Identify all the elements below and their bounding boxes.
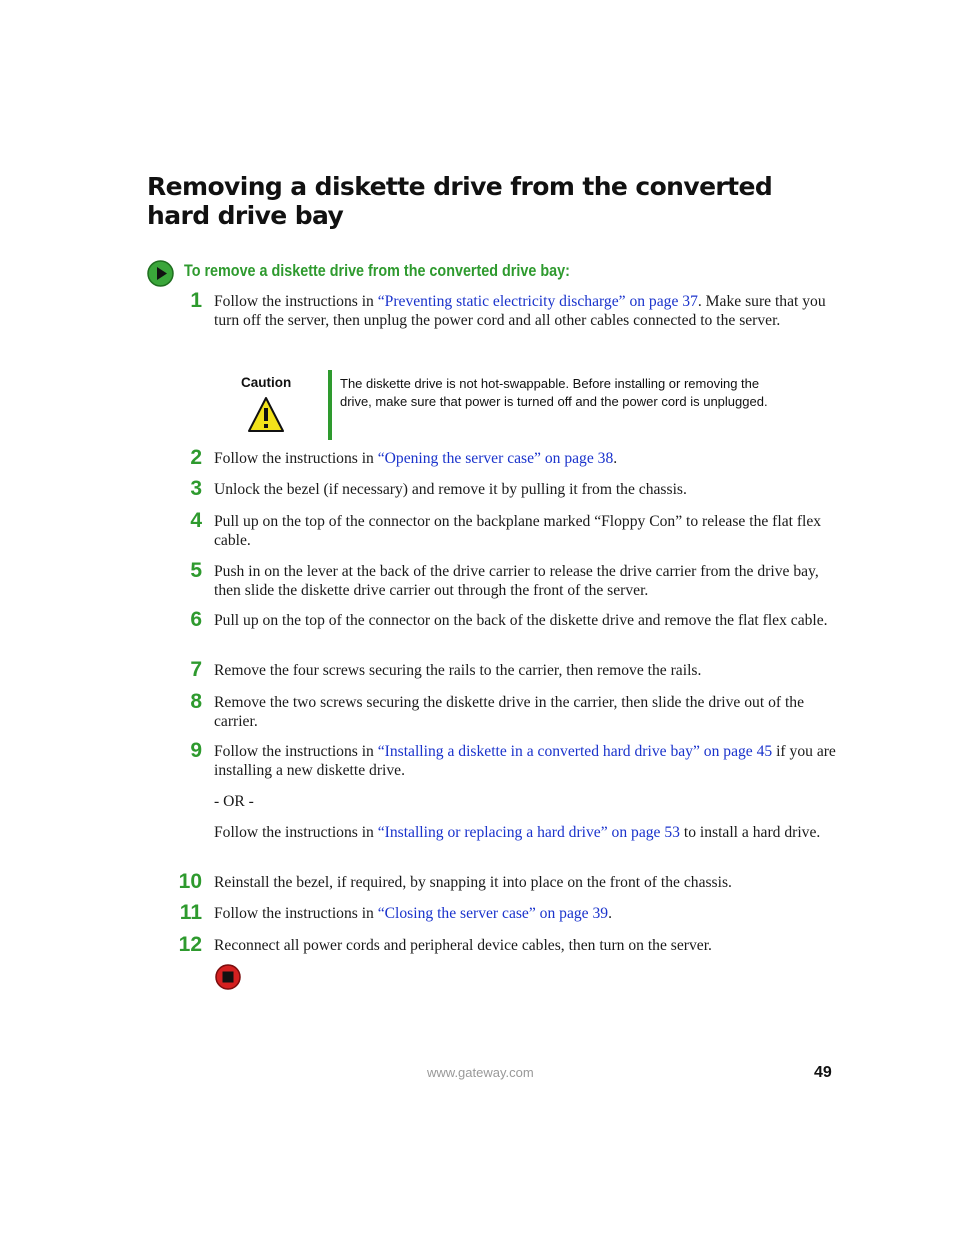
step-text: Follow the instructions in “Installing or replacing a hard drive” on page 53 to install a hard drive. <box>214 824 821 841</box>
link-installing-diskette[interactable]: “Installing a diskette in a converted hard drive bay” on page 45 <box>377 743 773 760</box>
step-number: 3 <box>190 477 202 500</box>
step-text: Push in on the lever at the back of the drive carrier to release the drive carrier from the drive bay, then slide the diskette drive carrier out through the front of the server. <box>214 563 819 599</box>
link-static-discharge[interactable]: “Preventing static electricity discharge” on page 37 <box>377 293 698 310</box>
step-text: Reinstall the bezel, if required, by snapping it into place on the front of the chassis. <box>214 874 732 891</box>
step-text: Follow the instructions in “Closing the server case” on page 39. <box>214 905 612 922</box>
page-title: Removing a diskette drive from the converted hard drive bay <box>147 172 773 230</box>
warning-triangle-icon <box>247 396 285 434</box>
caution-divider <box>328 370 332 440</box>
footer-url[interactable]: www.gateway.com <box>427 1065 534 1080</box>
step-text: Follow the instructions in “Opening the server case” on page 38. <box>214 450 618 467</box>
caution-text: The diskette drive is not hot-swappable. Before installing or removing the drive, make sure that power is turned off and the power cord is unplugged. <box>340 376 768 409</box>
link-opening-case[interactable]: “Opening the server case” on page 38 <box>377 450 614 467</box>
procedure-title: To remove a diskette drive from the converted drive bay: <box>184 262 570 280</box>
step-text: Follow the instructions in “Installing a diskette in a converted hard drive bay” on page 45 if you are installing a new diskette drive. <box>214 743 836 779</box>
step-number: 7 <box>190 658 202 681</box>
play-arrow-icon <box>147 260 174 287</box>
step-number: 5 <box>190 559 202 582</box>
step-text: Pull up on the top of the connector on the backplane marked “Floppy Con” to release the flat flex cable. <box>214 513 822 549</box>
step-text: Remove the two screws securing the diskette drive in the carrier, then slide the drive out of the carrier. <box>214 694 805 730</box>
link-closing-case[interactable]: “Closing the server case” on page 39 <box>377 905 609 922</box>
step-number: 1 <box>190 289 202 312</box>
step-text: Pull up on the top of the connector on the back of the diskette drive and remove the flat flex cable. <box>214 612 828 629</box>
stop-icon <box>215 964 241 990</box>
step-text: Follow the instructions in “Preventing static electricity discharge” on page 37. Make sure that you turn off the server, then unplug the power cord and all other cables connected to the server. <box>214 293 826 329</box>
step-number: 12 <box>178 933 202 956</box>
or-separator: - OR - <box>214 793 254 810</box>
step-number: 10 <box>178 870 202 893</box>
step-text: Remove the four screws securing the rails to the carrier, then remove the rails. <box>214 662 702 679</box>
step-text: Unlock the bezel (if necessary) and remove it by pulling it from the chassis. <box>214 481 687 498</box>
step-number: 9 <box>190 739 202 762</box>
step-number: 11 <box>179 901 202 924</box>
step-number: 4 <box>190 509 202 532</box>
step-text: Reconnect all power cords and peripheral device cables, then turn on the server. <box>214 937 712 954</box>
link-installing-hard-drive[interactable]: “Installing or replacing a hard drive” on page 53 <box>377 824 680 841</box>
page-number: 49 <box>814 1064 832 1081</box>
step-number: 6 <box>190 608 202 631</box>
caution-label: Caution <box>241 375 292 390</box>
step-number: 8 <box>190 690 202 713</box>
step-number: 2 <box>190 446 202 469</box>
